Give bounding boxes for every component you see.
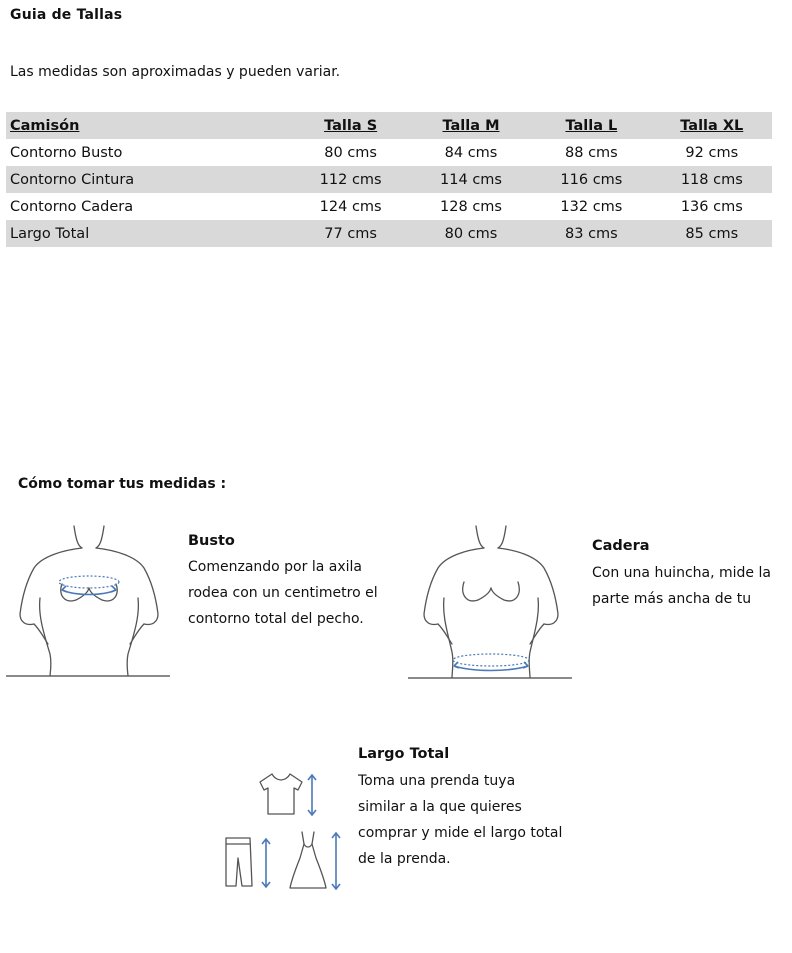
table-row (6, 193, 772, 220)
largo-text (358, 768, 562, 872)
table-cell: 80 cms (324, 144, 377, 161)
largo-line: Toma una prenda tuya (358, 773, 516, 789)
header-size-xl: Talla XL (652, 112, 772, 139)
table-cell: 128 cms (440, 198, 502, 215)
table-cell: 118 cms (652, 166, 772, 193)
size-table (6, 112, 772, 247)
table-cell: 80 cms (411, 220, 531, 247)
disclaimer-note: Las medidas son aproximadas y pueden variar. (10, 64, 341, 80)
busto-line: rodea con un centimetro el (188, 585, 378, 601)
torso-bust-icon (6, 526, 172, 682)
busto-title: Busto (188, 533, 235, 549)
table-cell: 77 cms (290, 220, 410, 247)
table-cell: 84 cms (444, 144, 498, 161)
header-size-m: Talla M (411, 112, 531, 139)
table-row (6, 220, 772, 247)
torso-hip-icon (408, 526, 574, 682)
how-to-title: Cómo tomar tus medidas : (18, 476, 227, 492)
pants-icon (222, 836, 278, 890)
header-garment: Camisón (6, 112, 290, 139)
table-cell: 112 cms (290, 166, 410, 193)
page-title: Guia de Tallas (10, 7, 123, 23)
table-cell: 136 cms (680, 198, 743, 215)
table-header-row (6, 112, 772, 139)
dress-icon (286, 830, 346, 892)
table-cell: 132 cms (560, 198, 623, 215)
table-cell: 88 cms (565, 144, 618, 161)
table-cell: 116 cms (531, 166, 651, 193)
table-row (6, 139, 772, 166)
table-cell: 124 cms (319, 198, 382, 215)
busto-line: Comenzando por la axila (188, 559, 362, 575)
header-size-s: Talla S (290, 112, 410, 139)
table-row (6, 166, 772, 193)
row-label: Contorno Cadera (10, 198, 134, 215)
header-size-l: Talla L (531, 112, 651, 139)
cadera-line: parte más ancha de tu (592, 591, 752, 607)
table-cell: 114 cms (411, 166, 531, 193)
table-cell: 92 cms (685, 144, 739, 161)
cadera-text (592, 560, 771, 612)
table-cell: 85 cms (652, 220, 772, 247)
largo-title: Largo Total (358, 746, 450, 762)
tshirt-icon (256, 772, 322, 818)
row-label: Contorno Busto (10, 144, 123, 161)
table-cell: 83 cms (531, 220, 651, 247)
cadera-title: Cadera (592, 538, 650, 554)
largo-line: de la prenda. (358, 851, 451, 867)
largo-line: comprar y mide el largo total (358, 825, 563, 841)
row-label: Largo Total (6, 220, 290, 247)
largo-line: similar a la que quieres (358, 799, 522, 815)
busto-text (188, 554, 378, 632)
row-label: Contorno Cintura (6, 166, 290, 193)
cadera-line: Con una huincha, mide la (592, 565, 771, 581)
busto-line: contorno total del pecho. (188, 611, 364, 627)
